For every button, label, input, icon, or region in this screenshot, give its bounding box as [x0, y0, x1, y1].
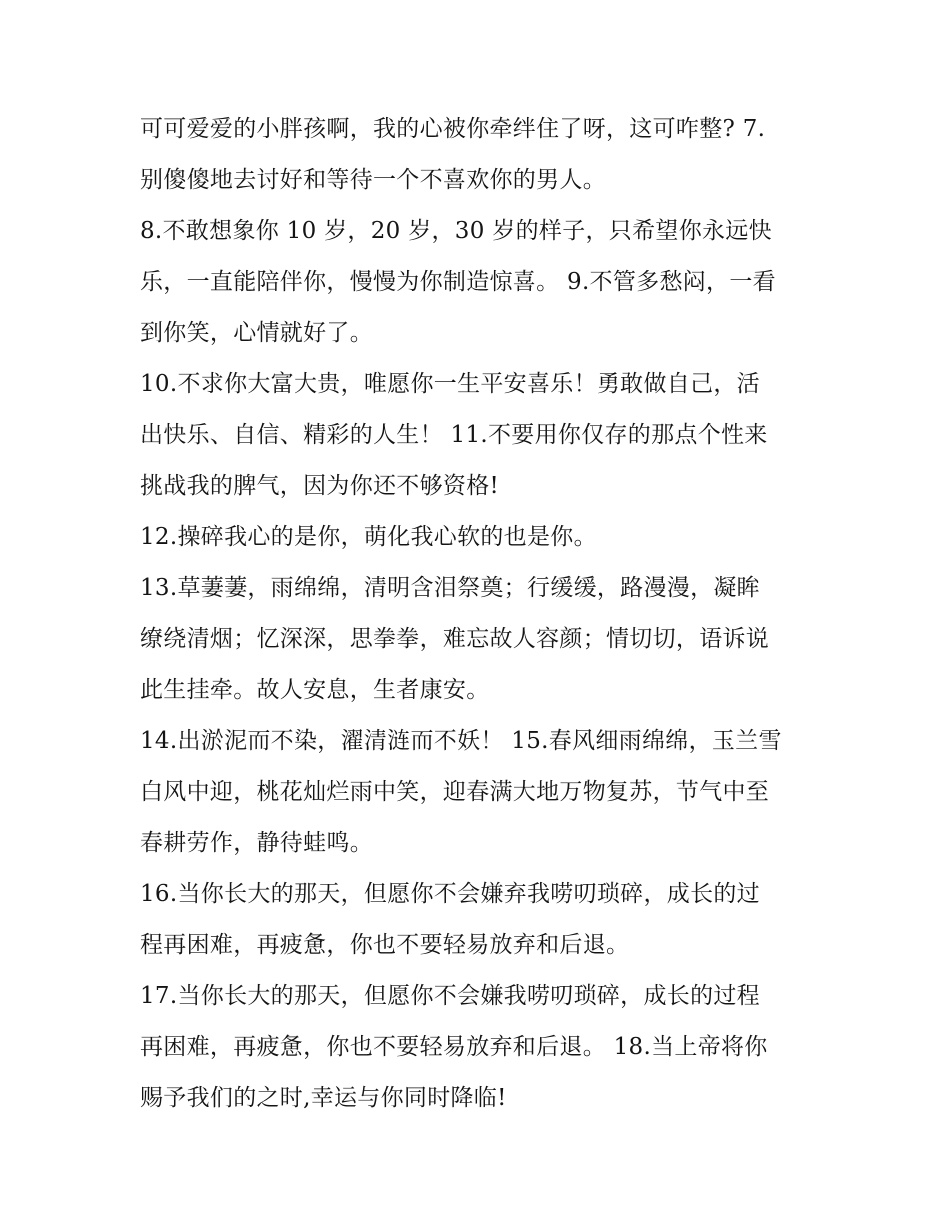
text-line-5: 到你笑，心情就好了。 — [140, 320, 373, 346]
text-line-11: 缭绕清烟；忆深深，思拳拳，难忘故人容颜；情切切，语诉说 — [140, 626, 770, 652]
text-line-1: 可可爱爱的小胖孩啊，我的心被你牵绊住了呀，这可咋整? 7. — [140, 116, 766, 142]
text-line-10: 13.草萋萋，雨绵绵，清明含泪祭奠；行缓缓，路漫漫，凝眸 — [140, 575, 760, 601]
text-line-20: 赐予我们的之时,幸运与你同时降临! — [140, 1085, 507, 1111]
text-line-18: 17.当你长大的那天，但愿你不会嫌我唠叨琐碎，成长的过程 — [140, 983, 760, 1009]
text-line-14: 白风中迎，桃花灿烂雨中笑，迎春满大地万物复苏，节气中至 — [140, 779, 770, 805]
text-line-6: 10.不求你大富大贵，唯愿你一生平安喜乐！勇敢做自己，活 — [140, 371, 760, 397]
text-line-16: 16.当你长大的那天，但愿你不会嫌弃我唠叨琐碎，成长的过 — [140, 881, 760, 907]
text-line-7: 出快乐、自信、精彩的人生！ 11.不要用你仅存的那点个性来 — [140, 422, 768, 448]
text-line-3: 8.不敢想象你 10 岁，20 岁，30 岁的样子，只希望你永远快 — [140, 218, 772, 244]
text-line-13: 14.出淤泥而不染，濯清涟而不妖！ 15.春风细雨绵绵，玉兰雪 — [140, 728, 782, 754]
text-line-19: 再困难，再疲惫，你也不要轻易放弃和后退。 18.当上帝将你 — [140, 1034, 768, 1060]
document-body — [140, 104, 820, 1124]
text-line-4: 乐，一直能陪伴你，慢慢为你制造惊喜。 9.不管多愁闷，一看 — [140, 269, 776, 295]
text-line-12: 此生挂牵。故人安息，生者康安。 — [140, 677, 490, 703]
text-line-17: 程再困难，再疲惫，你也不要轻易放弃和后退。 — [140, 932, 630, 958]
text-line-9: 12.操碎我心的是你，萌化我心软的也是你。 — [140, 524, 597, 550]
text-line-2: 别傻傻地去讨好和等待一个不喜欢你的男人。 — [140, 167, 606, 193]
text-line-15: 春耕劳作，静待蛙鸣。 — [140, 830, 373, 856]
text-line-8: 挑战我的脾气，因为你还不够资格! — [140, 473, 500, 499]
